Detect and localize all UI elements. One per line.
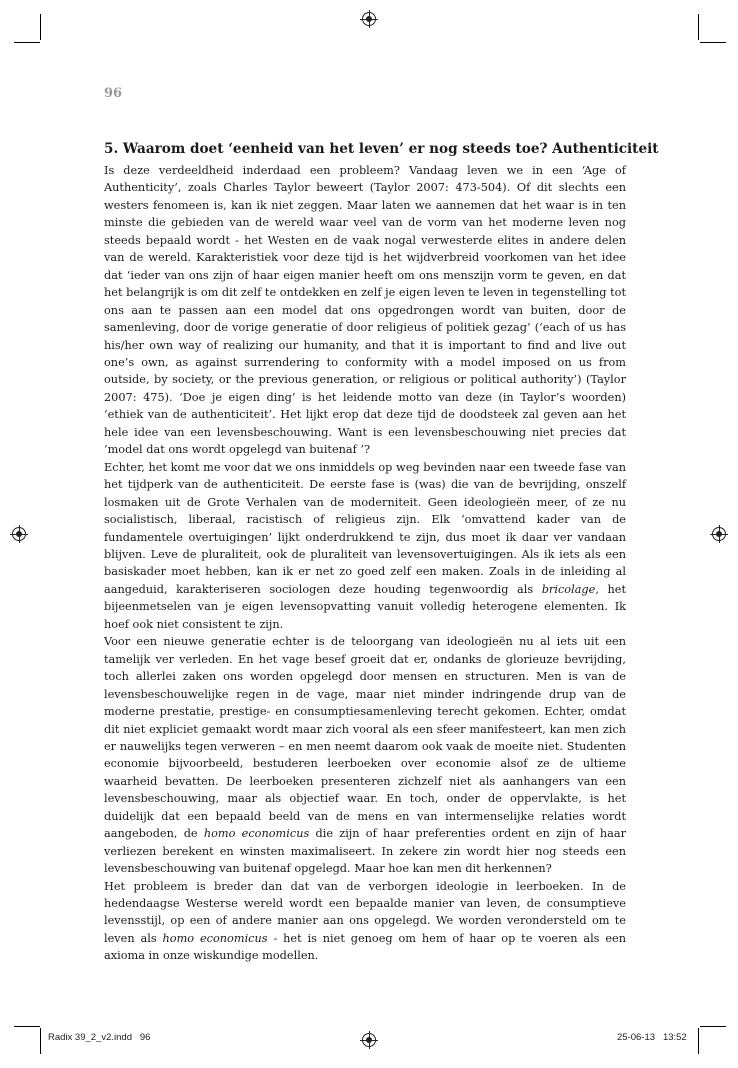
registration-mark-icon (12, 527, 26, 541)
paragraph-text: Voor een nieuwe generatie echter is de teloorgang van ideologieën nu al iets uit een tamelijk ver verleden. En het vage besef groeit dat er, ondanks de glorieuze bevrijding, toch allerlei zaken ons worden opgelegd door mensen en structuren. Men is van de levensbeschouwelijke regen in de vage, maar niet minder indringende drup van de moderne prestatie, prestige- en consumptiesamenleving terecht gekomen. Echter, omdat dit niet expliciet gemaakt wordt maar zich vooral als een sfeer manifesteert, kan men zich er nauwelijks tegen verweren – en men neemt daarom ook vaak de moeite niet. Studenten economie bijvoorbeeld, bestuderen leerboeken over economie alsof ze de ultieme waarheid bevatten. De leerboeken presenteren zichzelf niet als aanhangers van een levensbeschouwing, maar als objectief waar. En toch, onder de oppervlakte, is het duidelijk dat een bepaald beeld van de mens en van intermenselijke relaties wordt aangeboden, de (104, 635, 626, 841)
article-body (104, 140, 659, 965)
italic-term: bricolage (541, 582, 596, 596)
crop-mark-bottom-right-v (698, 1028, 699, 1054)
crop-mark-top-left-v (40, 14, 41, 40)
paragraph-text: Echter, het komt me voor dat we ons inmiddels op weg bevinden naar een tweede fase van het tijdperk van de authenticiteit. De eerste fase is (was) die van de bevrijding, onszelf losmaken uit de Grote Verhalen van de moderniteit. Geen ideologieën meer, of ze nu socialistisch, liberaal, racistisch of religieus zijn. Elk ‘omvattend kader van de fundamentele overtuigingen’ lijkt onderdrukkend te zijn, dus moet ik daar ver vandaan blijven. Leve de pluraliteit, ook de pluraliteit van levensovertuigingen. Als ik iets als een basiskader moet hebben, kan ik er net zo goed zelf een maken. Zoals in de inleiding al aangeduid, karakteriseren sociologen deze houding tegenwoordig als (104, 460, 626, 596)
crop-mark-top-right-h (700, 42, 726, 43)
crop-mark-bottom-left-h (14, 1026, 40, 1027)
paragraph-text: - het is niet genoeg om hem of haar op te voeren als een axioma in onze wiskundige modellen. (104, 931, 626, 963)
italic-term: homo economicus (162, 931, 268, 945)
registration-mark-icon (712, 527, 726, 541)
registration-mark-icon (362, 12, 376, 26)
registration-mark-icon (362, 1033, 376, 1047)
crop-mark-top-right-v (698, 14, 699, 40)
paragraph-text: , het bijeenmetselen van je eigen levensopvatting vanuit volledig heterogene elementen. Ik hoef ook niet consistent te zijn. (104, 582, 626, 631)
italic-term: homo economicus (203, 827, 310, 841)
paragraph (104, 633, 626, 877)
footer-file-info: Radix 39_2_v2.indd 96 (48, 1032, 151, 1043)
paragraph (104, 878, 626, 965)
crop-mark-top-left-h (14, 42, 40, 43)
paragraph-text: Is deze verdeeldheid inderdaad een probleem? Vandaag leven we in een ‘Age of Authenticity’, zoals Charles Taylor beweert (Taylor 2007: 473-504). Of dit slechts een westers fenomeen is, kan ik niet zeggen. Maar laten we aannemen dat het waar is in ten minste die gebieden van de wereld waar veel van de vorm van het moderne leven nog steeds bepaald wordt - het Westen en de vaak nogal verwesterde elites in andere delen van de wereld. Karakteristiek voor deze tijd is het wijdverbreid voorkomen van het idee dat ‘ieder van ons zijn of haar eigen manier heeft om ons menszijn vorm te geven, en dat het belangrijk is om dit zelf te ontdekken en zelf je eigen leven te leven in tegenstelling tot ons aan te passen aan een model dat ons opgedrongen wordt van buiten, door de samenleving, door de vorige generatie of door religieus of politiek gezag’ (‘each of us has his/her own way of realizing our humanity, and that it is important to find and live out one’s own, as against surrendering to conformity with a model imposed on us from outside, by society, or the previous generation, or religious or political authority’) (Taylor 2007: 475). ‘Doe je eigen ding’ is het leidende motto van deze (in Taylor’s woorden) ‘ethiek van de authenticiteit’. Het lijkt erop dat deze tijd de doodsteek zal geven aan het hele idee van een levensbeschouwing. Want is een levensbeschouwing niet precies dat ‘model dat ons wordt opgelegd van buitenaf ’? (104, 164, 626, 457)
paragraph (104, 162, 626, 459)
section-heading: 5. Waarom doet ‘eenheid van het leven’ er nog steeds toe? Authenticiteit (104, 141, 659, 157)
paragraph (104, 459, 626, 634)
paragraph-text: die zijn of haar preferenties ordent en zijn of haar verliezen berekent en winsten maximaliseert. In zekere zin wordt hier nog steeds een levensbeschouwing van buitenaf opgelegd. Maar hoe kan men dit herkennen? (104, 827, 626, 876)
page-number: 96 (104, 86, 123, 101)
crop-mark-bottom-left-v (40, 1028, 41, 1054)
crop-mark-bottom-right-h (700, 1026, 726, 1027)
footer-timestamp: 25-06-13 13:52 (617, 1032, 687, 1043)
paragraph-text: Het probleem is breder dan dat van de verborgen ideologie in leerboeken. In de hedendaagse Westerse wereld wordt een bepaalde manier van leven, de consumptieve levensstijl, op een of andere manier aan ons opgelegd. We worden verondersteld om te leven als (104, 879, 626, 945)
